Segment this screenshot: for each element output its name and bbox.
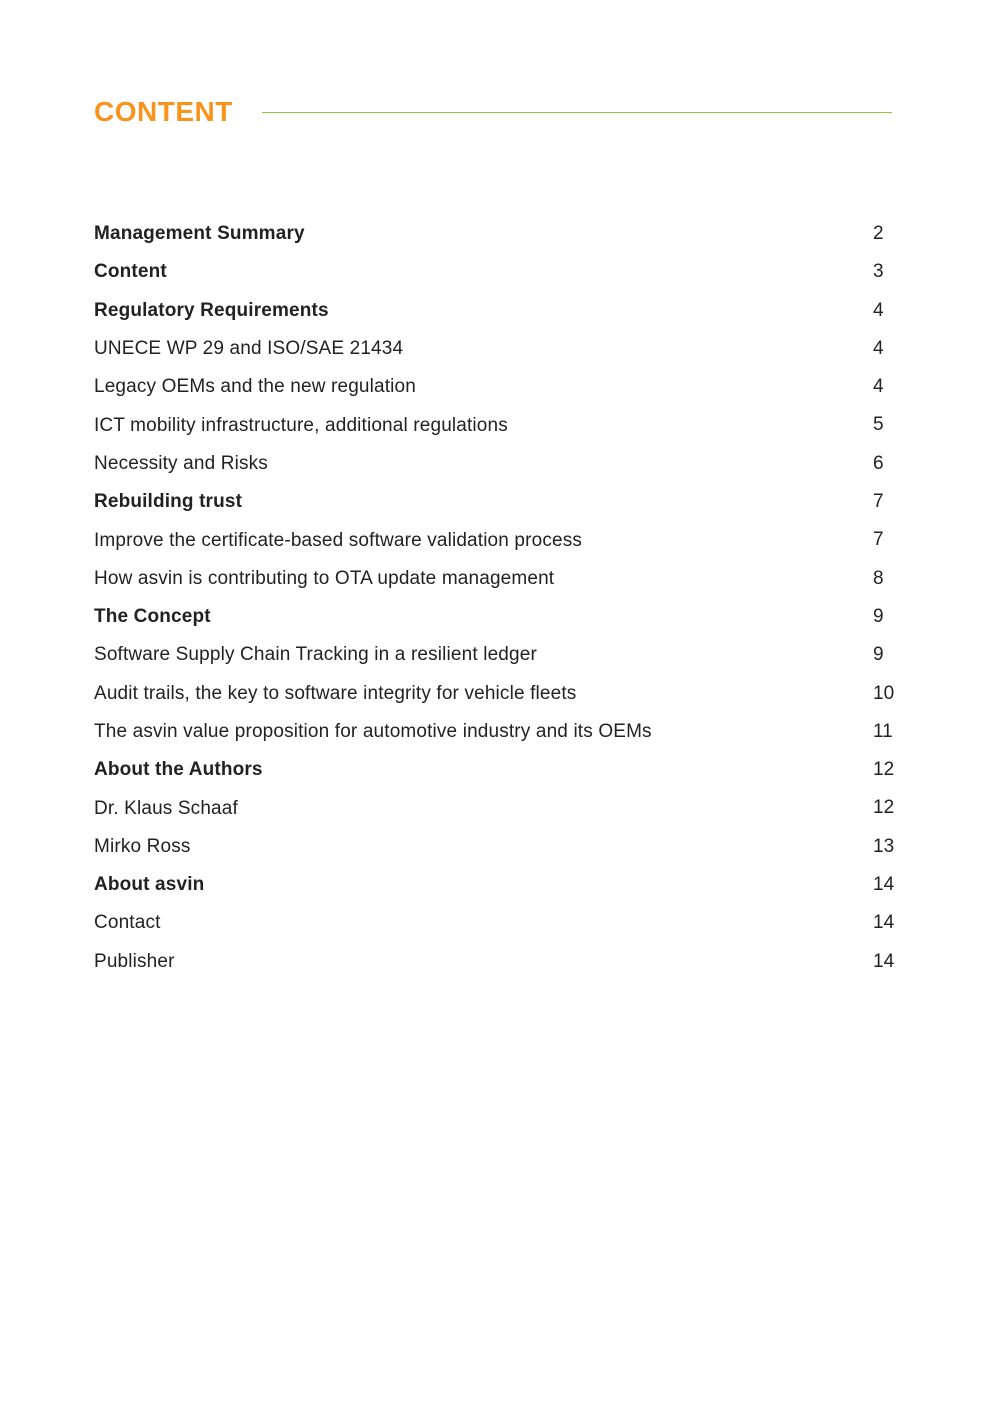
toc-page-number: 8 (873, 567, 884, 589)
toc-subsection-entry[interactable] (94, 636, 900, 674)
toc-subsection-entry[interactable] (94, 904, 900, 942)
toc-section-entry[interactable] (94, 253, 900, 291)
toc-entry-label: ICT mobility infrastructure, additional regulations (94, 414, 508, 436)
toc-entry-label: How asvin is contributing to OTA update management (94, 567, 555, 589)
toc-subsection-entry[interactable] (94, 521, 900, 559)
toc-page-number: 4 (873, 376, 884, 398)
toc-page-number: 14 (873, 950, 895, 972)
toc-page-number: 4 (873, 299, 884, 321)
toc-page-number: 14 (873, 912, 895, 934)
toc-entry-label: The asvin value proposition for automotive industry and its OEMs (94, 721, 652, 742)
toc-entry-label: Software Supply Chain Tracking in a resilient ledger (94, 644, 537, 666)
toc-page-number: 12 (873, 797, 895, 819)
toc-entry-label: Management Summary (94, 223, 305, 245)
toc-subsection-entry[interactable] (94, 406, 900, 444)
toc-page-number: 4 (873, 337, 884, 359)
toc-entry-label: Improve the certificate-based software validation process (94, 529, 583, 551)
toc-section-entry[interactable] (94, 292, 900, 330)
toc-page-number: 6 (873, 452, 884, 474)
toc-entry-label: About the Authors (94, 759, 263, 781)
toc-subsection-entry[interactable] (94, 789, 900, 827)
toc-page-number: 3 (873, 261, 884, 283)
toc-entry-label: The Concept (94, 606, 211, 628)
toc-subsection-entry[interactable] (94, 330, 900, 368)
toc-section-entry[interactable] (94, 483, 900, 521)
toc-page-number: 5 (873, 414, 884, 436)
toc-page-number: 7 (873, 491, 884, 513)
toc-section-entry[interactable] (94, 866, 900, 904)
toc-entry-label: Dr. Klaus Schaaf (94, 797, 238, 819)
toc-page-number: 7 (873, 529, 884, 551)
toc-entry-label: About asvin (94, 874, 205, 896)
toc-subsection-entry[interactable] (94, 560, 900, 598)
toc-entry-label: Necessity and Risks (94, 452, 268, 474)
toc-section-entry[interactable] (94, 215, 900, 253)
toc-page-number: 9 (873, 605, 884, 627)
toc-subsection-entry[interactable] (94, 675, 900, 713)
toc-entry-label: Regulatory Requirements (94, 299, 329, 321)
toc-page-number: 14 (873, 874, 895, 896)
toc-subsection-entry[interactable] (94, 713, 900, 751)
toc-page-number: 10 (873, 682, 895, 704)
toc-subsection-entry[interactable] (94, 445, 900, 483)
toc-section-entry[interactable] (94, 751, 900, 789)
toc-entry-label: Contact (94, 912, 161, 934)
toc-entry-label: Audit trails, the key to software integrity for vehicle fleets (94, 682, 577, 704)
toc-entry-label: Mirko Ross (94, 835, 191, 857)
toc-subsection-entry[interactable] (94, 943, 900, 981)
toc-entry-label: Publisher (94, 950, 175, 972)
toc-subsection-entry[interactable] (94, 368, 900, 406)
toc-entry-label: Content (94, 261, 167, 283)
toc-section-entry[interactable] (94, 598, 900, 636)
page-title: CONTENT (94, 96, 233, 127)
toc-page-number: 12 (873, 759, 895, 781)
toc-page-number: 2 (873, 223, 884, 244)
toc-page-number: 9 (873, 644, 884, 666)
title-divider (262, 112, 892, 113)
table-of-contents (94, 215, 900, 981)
toc-page-number: 11 (873, 720, 893, 742)
toc-page-number: 13 (873, 835, 895, 857)
toc-entry-label: Rebuilding trust (94, 491, 243, 513)
toc-entry-label: Legacy OEMs and the new regulation (94, 376, 416, 398)
toc-subsection-entry[interactable] (94, 828, 900, 866)
page-header (94, 88, 892, 136)
toc-entry-label: UNECE WP 29 and ISO/SAE 21434 (94, 338, 404, 360)
